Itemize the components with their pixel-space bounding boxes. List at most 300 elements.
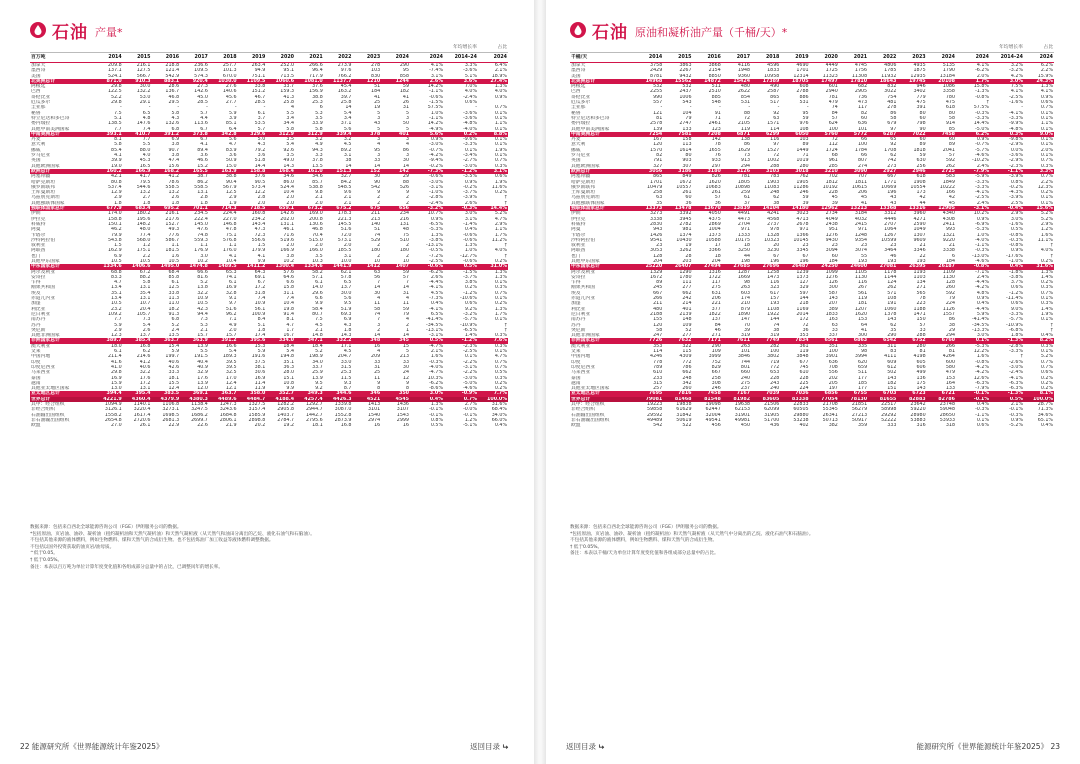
table-cell: 151.3 (324, 169, 353, 174)
table-cell: 754 (887, 94, 897, 100)
table-cell: 68.4 (168, 269, 180, 275)
table-cell: 3.3% (464, 63, 477, 68)
table-cell: 29.6 (312, 290, 323, 296)
table-cell: 0.1% (1040, 153, 1053, 159)
table-cell: 82 (861, 110, 868, 116)
table-cell: 0.2% (494, 190, 507, 196)
table-cell: 83605 (751, 397, 780, 402)
table-cell: 51.9 (340, 306, 352, 312)
table-cell: 113 (682, 142, 692, 148)
row-label: 也门 (31, 253, 41, 259)
table-cell: 13478 (663, 206, 692, 211)
table-cell: 19838 (676, 402, 692, 407)
table-cell: 1.8 (114, 200, 122, 206)
table-cell: 4188.4 (266, 397, 295, 402)
table-cell: 481 (887, 100, 897, 106)
table-cell: 95 (402, 68, 409, 74)
table-cell: 524.4 (280, 184, 295, 190)
table-cell: 47.3 (254, 227, 266, 233)
table-cell: 46.8 (168, 94, 180, 100)
table-cell: -4.2% (975, 285, 989, 291)
table-cell: 94.3 (312, 147, 323, 153)
table-cell: 5.4 (286, 142, 295, 148)
table-cell: 79.2 (254, 147, 266, 153)
table-cell: 85.1 (225, 121, 237, 127)
table-cell: 9.5 (343, 301, 352, 307)
table-cell: 5.6 (343, 296, 352, 302)
table-cell: 90 (919, 126, 926, 132)
table-cell: 163.2 (337, 89, 352, 95)
table-cell: -4.6% (975, 258, 989, 264)
row-label: 欧洲总计 (30, 169, 94, 174)
table-cell: 53933 (939, 417, 955, 423)
table-cell: 3.7% (1010, 280, 1023, 286)
data-table (30, 44, 508, 428)
table-cell: 1327.5 (248, 402, 266, 407)
row-label: 北美洲总计 (30, 79, 94, 84)
table-cell: 312.9 (295, 132, 324, 137)
table-cell: 11083 (764, 184, 780, 190)
table-cell: 786 (682, 364, 692, 370)
table-cell: 51700 (764, 417, 780, 423)
table-cell: -4.0% (463, 126, 477, 132)
table-cell: 27696 (751, 264, 780, 269)
table-cell: 0.4% (1040, 333, 1053, 339)
table-cell: 177 (857, 386, 868, 392)
table-cell: 707 (857, 174, 868, 180)
table-cell: 335 (857, 343, 868, 349)
table-cell: 0.1% (494, 137, 507, 143)
table-cell: 6871 (722, 132, 751, 137)
table-cell: 11 (402, 301, 409, 307)
table-cell: 59 (802, 115, 809, 121)
table-cell: 3338 (942, 248, 955, 254)
table-cell: 88 (402, 179, 409, 185)
table-cell: 751.1 (251, 73, 266, 79)
table-cell: 63 (831, 322, 838, 328)
table-cell: 385.4 (123, 338, 152, 343)
table-cell: 26487 (780, 264, 809, 269)
table-cell: 32.8 (225, 290, 237, 296)
table-cell: 142 (381, 169, 410, 174)
table-cell: 4.1% (430, 63, 443, 68)
table-cell: 34.4 (283, 121, 295, 127)
row-label: 刚果共和国 (31, 285, 55, 291)
table-cell: 1620 (854, 311, 868, 317)
table-cell: 140 (371, 221, 381, 227)
table-cell: 29 (402, 174, 409, 180)
table-cell: 24250 (810, 264, 839, 269)
table-cell: 0.4% (976, 301, 989, 307)
table-cell: 33 (831, 327, 838, 333)
table-cell: 1108 (767, 306, 780, 312)
table-cell: 13373 (634, 206, 663, 211)
table-cell: 86.2 (197, 179, 208, 185)
table-cell: 35 (890, 327, 897, 333)
table-cell: 4 (405, 142, 409, 148)
table-cell: 358.0 (238, 391, 267, 396)
table-cell: 18705 (780, 79, 809, 84)
table-cell: 971 (740, 227, 751, 233)
table-cell: 37.1 (340, 121, 352, 127)
back-to-contents-link[interactable] (566, 741, 605, 752)
table-cell: 0.7% (1040, 105, 1053, 111)
row-label: 中南美洲总计 (30, 132, 94, 137)
table-cell: 10.5 (111, 258, 122, 264)
table-cell: 86 (743, 142, 751, 148)
row-label: 埃及 (571, 290, 581, 296)
table-cell: 72.0 (340, 232, 352, 238)
table-cell: 71.6 (283, 232, 295, 238)
year-header: 2018 (751, 53, 780, 63)
table-cell: 85.8 (168, 274, 180, 280)
table-cell: 708 (828, 364, 838, 370)
table-cell: 13.1 (139, 386, 151, 392)
table-cell: 4745 (854, 63, 868, 68)
row-label: 中南美洲总计 (570, 132, 634, 137)
table-cell: 2747 (679, 121, 692, 127)
table-cell: -0.5% (429, 248, 443, 254)
table-cell: 332.2 (324, 338, 353, 343)
table-cell: -13.3% (972, 327, 989, 333)
table-cell: 3.6 (200, 153, 208, 159)
table-cell: 158.8 (107, 216, 122, 222)
table-cell: -3.6% (463, 110, 477, 116)
table-cell: 117 (857, 105, 868, 111)
table-cell: 4257.4 (295, 397, 324, 402)
row-label: 非经合组织 (571, 407, 595, 413)
year-header: 2024 (381, 53, 410, 63)
table-cell: 1.1 (228, 243, 237, 249)
table-cell: 2707 (884, 221, 897, 227)
table-cell: 26407 (663, 264, 692, 269)
table-cell: 603 (740, 290, 751, 296)
table-cell: 1620 (708, 179, 721, 185)
table-cell: 47.8 (225, 227, 237, 233)
table-cell: 5.6 (228, 137, 237, 143)
table-cell: 334.0 (266, 338, 295, 343)
table-cell: 617 (770, 290, 780, 296)
table-cell: 51.8 (254, 158, 266, 164)
table-cell: 21506 (764, 402, 780, 407)
table-cell: 0.6% (1010, 285, 1023, 291)
table-cell: 475 (916, 100, 926, 106)
table-cell: 319 (740, 333, 751, 339)
table-cell: 4241 (767, 211, 780, 217)
row-label: 突尼斯 (31, 327, 46, 333)
table-cell: -3.3% (1009, 311, 1023, 317)
table-cell: 1.0% (430, 110, 443, 116)
year-header: 2016 (151, 53, 180, 63)
table-cell: - (660, 105, 663, 111)
table-cell: 26341 (822, 412, 838, 418)
table-cell: 19 (685, 243, 692, 249)
table-cell: 587 (828, 290, 838, 296)
oil-drop-icon (30, 22, 46, 38)
table-cell: 68.8 (111, 269, 122, 275)
table-cell: 274 (857, 163, 868, 169)
table-cell: 2.4 (171, 327, 180, 333)
table-cell: 41.3 (283, 94, 295, 100)
table-cell: 4032 (854, 216, 868, 222)
row-label: 越南 (571, 380, 581, 386)
table-cell: 0.4% (430, 301, 443, 307)
table-cell: -0.3% (975, 248, 989, 254)
table-cell: -0.1% (956, 391, 990, 396)
table-cell: 62099 (764, 407, 780, 413)
table-cell: 176.0 (222, 248, 237, 254)
table-cell: 11.0 (168, 301, 180, 307)
table-cell: 6.5% (430, 311, 443, 317)
table-cell: 12.6% (973, 375, 989, 381)
table-cell: 5.2 (315, 349, 323, 355)
table-cell: - (148, 105, 151, 111)
table-cell: 206 (711, 296, 721, 302)
table-cell: 7458 (693, 391, 722, 396)
table-cell: 0.5% (444, 264, 478, 269)
table-cell: 5772 (839, 132, 868, 137)
table-cell: -2.8% (429, 195, 443, 201)
table-cell: 2699.7 (191, 417, 208, 423)
table-cell: 16 (402, 423, 409, 429)
table-cell: 4.3 (171, 115, 180, 121)
table-cell: 14.2% (427, 84, 443, 90)
table-cell: -34.5% (426, 322, 443, 328)
table-cell: 4935 (913, 63, 926, 68)
table-cell: 14.4 (254, 163, 266, 169)
table-cell: 7695 (634, 391, 663, 396)
table-cell: 0.9% (1010, 417, 1023, 423)
table-cell: 5.9 (228, 110, 237, 116)
table-cell: 38 (345, 158, 352, 164)
table-cell: 0.3% (494, 375, 507, 381)
table-cell: 0.4% (464, 227, 477, 233)
table-cell: 778 (653, 359, 663, 365)
table-cell: - (777, 105, 780, 111)
table-cell: 153 (857, 317, 868, 323)
table-cell: 56 (374, 274, 381, 280)
growth-group-label: 年均增长率 (956, 44, 1024, 53)
table-cell: 7834 (780, 338, 809, 343)
table-cell: 1060.6 (266, 79, 295, 84)
row-label: 哈萨克斯坦 (31, 179, 55, 185)
table-cell: 1276 (825, 274, 838, 280)
back-to-contents-link[interactable] (470, 741, 509, 752)
table-cell: -2.9% (1009, 142, 1023, 148)
table-cell: 83.9 (225, 147, 237, 153)
table-cell: 59 (402, 306, 409, 312)
table-cell: 5.4 (228, 349, 237, 355)
table-cell: 12.1 (225, 386, 237, 392)
table-cell: 13.4 (111, 285, 122, 291)
table-cell: -4.8% (463, 121, 477, 127)
table-cell: 6.1 (114, 349, 122, 355)
table-cell: 0.9% (464, 179, 477, 185)
table-cell: 16.8 (340, 423, 352, 429)
table-cell: 573.1 (337, 237, 352, 243)
table-cell: 4449 (825, 63, 838, 68)
table-cell: -1.2% (463, 290, 477, 296)
table-cell: 191.6 (251, 354, 266, 360)
table-cell: 200.8 (309, 216, 323, 222)
table-cell: 3848 (796, 354, 809, 360)
table-cell: 8850 (708, 73, 721, 79)
table-cell: 9.9 (257, 258, 266, 264)
table-cell: 29.1 (139, 100, 151, 106)
table-cell: 0.6% (1040, 100, 1053, 106)
table-cell: 1030.0 (209, 79, 238, 84)
table-cell: 51.6 (225, 306, 237, 312)
table-cell: 33.7 (312, 364, 323, 370)
table-cell: 49.3 (168, 227, 180, 233)
table-cell: 45 (831, 195, 838, 201)
table-cell: 1.6% (430, 354, 443, 360)
row-label: 其他独联体国家 (571, 200, 605, 206)
table-cell: 701.1 (180, 206, 209, 211)
table-cell: 29.8 (111, 370, 122, 376)
table-cell: 81655 (868, 397, 897, 402)
table-cell: 0.0% (1010, 147, 1023, 153)
table-cell: 4271 (913, 216, 926, 222)
table-cell: 24 (402, 370, 409, 376)
table-cell: 10.3 (312, 258, 323, 264)
table-cell: 781 (828, 94, 838, 100)
table-cell: 670.0 (222, 73, 237, 79)
table-cell: 2 (377, 253, 381, 259)
table-cell: 524.1 (107, 73, 122, 79)
table-cell: 69.3 (340, 311, 352, 317)
table-cell: 7 (405, 280, 409, 286)
table-cell: 3.0% (410, 391, 444, 396)
year-header: 2017 (180, 53, 209, 63)
table-cell: 100 (857, 142, 868, 148)
table-cell: 36 (685, 200, 692, 206)
table-cell: 120 (653, 142, 663, 148)
table-cell: 0.1% (494, 317, 507, 323)
table-cell: 2.0 (315, 243, 323, 249)
table-cell: 25 (374, 100, 381, 106)
table-cell: 280 (799, 163, 809, 169)
table-cell: 39.7 (340, 94, 352, 100)
table-cell: -4.7% (429, 343, 443, 349)
row-label: 埃及 (31, 290, 41, 296)
row-label: 亚太地区总计 (570, 391, 634, 396)
table-cell: 2.9% (494, 221, 507, 227)
table-cell: 1833 (767, 68, 780, 74)
table-cell: 542 (653, 423, 663, 429)
table-cell: 5 (377, 110, 381, 116)
table-cell: 858 (399, 73, 409, 79)
table-cell: 1.2% (464, 417, 477, 423)
table-cell: 0.7% (494, 158, 507, 164)
table-cell: 329.6 (238, 132, 267, 137)
table-cell: 21851 (851, 402, 868, 407)
table-cell: † (1050, 243, 1053, 249)
table-cell: 32.7 (340, 174, 352, 180)
table-cell: 7.4 (142, 126, 151, 132)
table-cell: 10 (402, 258, 409, 264)
table-cell: 181 (857, 301, 868, 307)
table-cell: 50.9 (225, 158, 237, 164)
table-cell: 37.5 (254, 359, 266, 365)
table-cell: 3126.1 (104, 407, 122, 413)
table-cell: -4.9% (429, 126, 443, 132)
table-cell: - (806, 105, 809, 111)
table-cell: 247 (653, 333, 663, 339)
table-cell: 3.5 (315, 115, 323, 121)
table-cell: 89.2 (340, 147, 352, 153)
row-label: 欧盟 (571, 423, 581, 429)
table-cell: 43 (374, 121, 381, 127)
table-cell: 41 (402, 94, 409, 100)
table-cell: 12.2 (254, 190, 266, 196)
table-cell: 290 (887, 333, 897, 339)
table-cell: -4.1% (1009, 110, 1023, 116)
table-cell: 90.4 (225, 179, 237, 185)
table-cell: 351 (828, 343, 838, 349)
table-cell: 2678 (796, 221, 809, 227)
table-cell: 34.6 (312, 174, 323, 180)
table-cell: 46.2 (111, 227, 122, 233)
row-label: 加拿大 (31, 63, 46, 68)
table-cell: 7.4 (286, 296, 295, 302)
table-cell: 522 (682, 423, 692, 429)
share-group-label: 占比 (478, 44, 508, 53)
table-cell: 3103 (751, 169, 780, 174)
table-cell: 548.5 (337, 184, 352, 190)
table-cell: 10.5 (139, 258, 151, 264)
table-cell: 13.7 (139, 333, 151, 339)
table-cell: 12314 (793, 73, 809, 79)
row-label: 丹麦 (31, 137, 41, 143)
table-cell: 39 (743, 327, 751, 333)
year-header: 2014–24 (990, 53, 1024, 63)
table-cell: 197 (828, 386, 838, 392)
table-cell: 3346 (913, 248, 926, 254)
table-cell: 100.9 (251, 311, 266, 317)
table-cell: 2654.8 (104, 417, 122, 423)
table-cell: 479 (945, 370, 955, 376)
table-cell: 258 (653, 190, 663, 196)
table-cell: 6.4% (494, 63, 507, 68)
table-cell: 0.4% (410, 397, 444, 402)
table-cell: 227.0 (222, 216, 237, 222)
table-cell: 83338 (780, 397, 809, 402)
table-cell: 3.1 (343, 153, 352, 159)
table-cell: 410.7 (123, 132, 152, 137)
row-label: 墨西哥 (31, 68, 46, 74)
table-cell: 3022 (884, 89, 897, 95)
table-cell: 3.1% (464, 216, 477, 222)
page-subtitle: 产量* (95, 25, 123, 39)
table-cell: -0.3% (975, 110, 989, 116)
table-cell: 2.5% (1010, 200, 1023, 206)
year-header: 2015 (123, 53, 152, 63)
table-cell: 161.0 (295, 169, 324, 174)
table-cell: 16 (374, 423, 381, 429)
table-cell: 3345 (796, 248, 809, 254)
table-cell: 10.2 (283, 258, 295, 264)
table-cell: 16.9 (111, 375, 122, 381)
table-cell: 86.0 (283, 179, 295, 185)
table-cell: 234.2 (251, 216, 266, 222)
table-cell: 885 (711, 94, 721, 100)
table-cell: 1006 (679, 94, 692, 100)
table-cell: 191.5 (194, 354, 208, 360)
table-cell: 17497 (810, 79, 839, 84)
table-cell: 261 (711, 190, 721, 196)
table-cell: 1086 (942, 84, 955, 90)
